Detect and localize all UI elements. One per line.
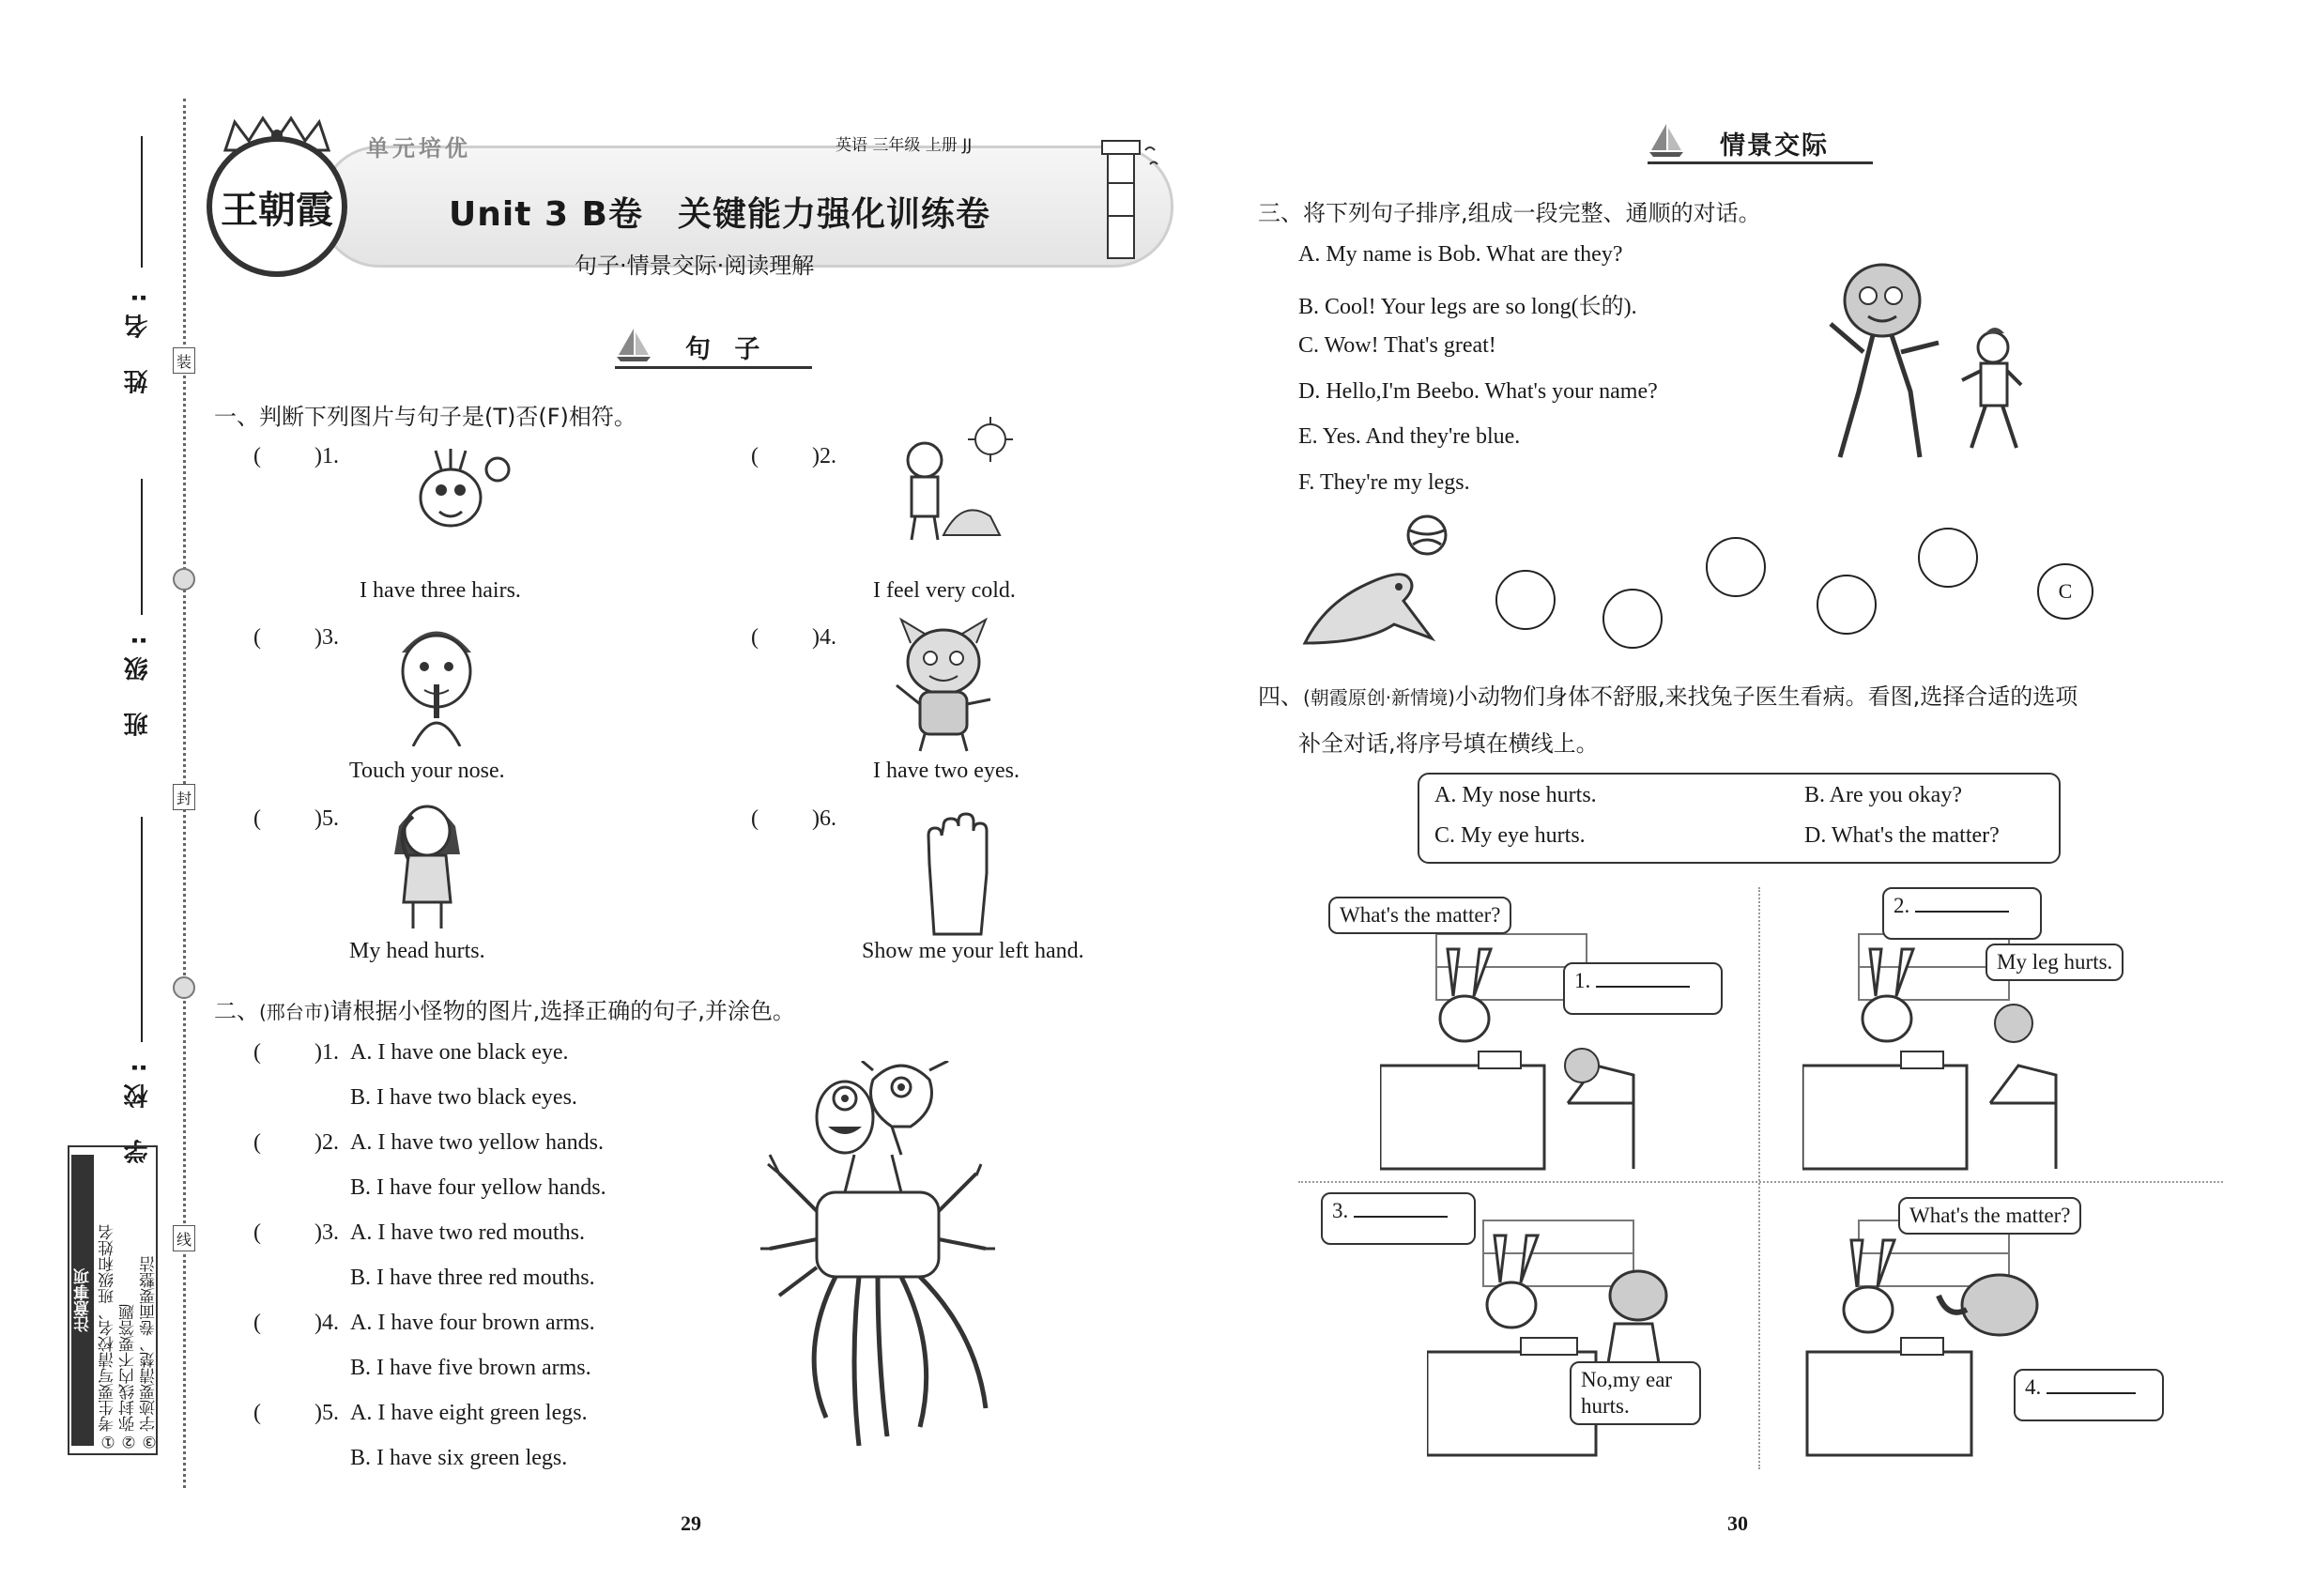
order-circle-4[interactable] — [1817, 575, 1877, 635]
q2-item-1-b[interactable]: B. I have two black eyes. — [350, 1085, 577, 1110]
q3-sentence-c: C. Wow! That's great! — [1298, 333, 1496, 358]
q3-sentence-a: A. My name is Bob. What are they? — [1298, 242, 1623, 267]
panel2-blank-num: 2. — [1894, 894, 1910, 917]
q4-option-d: D. What's the matter? — [1804, 823, 2000, 848]
left-page-number: 29 — [681, 1512, 701, 1535]
section-underline — [615, 366, 812, 369]
q2-answer-paren-2[interactable]: ( — [253, 1130, 261, 1155]
book-meta: 英语 三年级 上册 JJ — [836, 136, 973, 155]
q2-item-1-a[interactable]: A. I have one black eye. — [350, 1040, 569, 1065]
section-heading-sentences: 句 子 — [685, 335, 768, 364]
panel1-blank-num: 1. — [1574, 969, 1591, 992]
panel1-patient-bubble[interactable] — [1563, 962, 1723, 1015]
right-page-number: 30 — [1727, 1512, 1748, 1535]
sailboat-icon — [615, 327, 652, 362]
seal-char-zhuang: 装 — [173, 347, 195, 374]
q2-item-5-b[interactable]: B. I have six green legs. — [350, 1446, 568, 1470]
page-subtitle: 句子·情景交际·阅读理解 — [575, 253, 815, 279]
lighthouse-icon — [1080, 131, 1164, 263]
q2-prompt — [214, 992, 795, 1025]
q3-sentence-e: E. Yes. And they're blue. — [1298, 424, 1521, 449]
order-circle-5[interactable] — [1918, 528, 1978, 588]
q1-answer-paren-1[interactable]: ( — [253, 444, 261, 468]
q2-item-2-num: )2. — [314, 1130, 339, 1155]
panel-divider-horizontal — [1298, 1181, 2223, 1183]
q2-answer-paren-3[interactable]: ( — [253, 1220, 261, 1245]
q4-option-c: C. My eye hurts. — [1434, 823, 1586, 848]
panel4-doctor-bubble: What's the matter? — [1898, 1197, 2081, 1235]
q2-item-2-b[interactable]: B. I have four yellow hands. — [350, 1175, 606, 1200]
q4-prompt-text: 小动物们身体不舒服,来找兔子医生看病。看图,选择合适的选项 — [1454, 683, 2078, 710]
girl-head-hurts-picture — [385, 793, 469, 934]
q4-prompt — [1258, 678, 2078, 711]
q1-answer-paren-5[interactable]: ( — [253, 806, 261, 831]
school-field[interactable] — [141, 817, 143, 1042]
name-field[interactable] — [141, 136, 143, 268]
q3-sentence-f: F. They're my legs. — [1298, 470, 1470, 495]
section-heading-situation: 情景交际 — [1720, 131, 1829, 161]
q2-prompt-text: 请根据小怪物的图片,选择正确的句子,并涂色。 — [330, 998, 795, 1024]
q1-item-1-num: )1. — [314, 444, 339, 468]
q2-item-5-a[interactable]: A. I have eight green legs. — [350, 1401, 588, 1425]
panel4-patient-bubble[interactable] — [2014, 1369, 2164, 1421]
panel1-doctor-bubble: What's the matter? — [1328, 897, 1511, 934]
panel2-patient-bubble: My leg hurts. — [1986, 944, 2124, 981]
q2-item-3-num: )3. — [314, 1220, 339, 1245]
panel4-blank-num: 4. — [2025, 1375, 2042, 1399]
q3-sentence-b: B. Cool! Your legs are so long(长的). — [1298, 295, 1637, 319]
q2-item-2-a[interactable]: A. I have two yellow hands. — [350, 1130, 604, 1155]
q3-sentence-d: D. Hello,I'm Beebo. What's your name? — [1298, 379, 1658, 404]
q2-item-3-a[interactable]: A. I have two red mouths. — [350, 1220, 585, 1245]
q1-item-4-sentence: I have two eyes. — [873, 759, 1020, 783]
notice-title: 注意事项 — [71, 1155, 94, 1446]
school-label: 学 校: — [124, 1051, 152, 1164]
q2-answer-paren-4[interactable]: ( — [253, 1311, 261, 1335]
panel4-blank[interactable] — [2047, 1392, 2136, 1394]
q4-option-a: A. My nose hurts. — [1434, 783, 1597, 807]
seal-char-xian: 线 — [173, 1225, 195, 1251]
left-hand-picture — [915, 807, 1000, 939]
q2-answer-paren-5[interactable]: ( — [253, 1401, 261, 1425]
q3-prompt: 三、将下列句子排序,组成一段完整、通顺的对话。 — [1258, 200, 1761, 226]
q1-item-6-sentence: Show me your left hand. — [862, 939, 1084, 963]
q1-item-1-sentence: I have three hairs. — [360, 578, 521, 603]
notice-box — [68, 1145, 158, 1455]
order-circle-2[interactable] — [1602, 589, 1663, 649]
notice-1: ①考生要写清校名、班级和姓名 — [99, 1224, 117, 1450]
clinic-scene-4 — [1802, 1211, 2075, 1460]
q1-item-3-sentence: Touch your nose. — [349, 759, 505, 783]
q2-answer-paren-1[interactable]: ( — [253, 1040, 261, 1065]
panel1-blank[interactable] — [1596, 986, 1690, 988]
order-circle-6[interactable]: C — [2037, 563, 2093, 620]
q1-item-2-num: )2. — [812, 444, 836, 468]
q1-answer-paren-2[interactable]: ( — [751, 444, 759, 468]
q1-answer-paren-3[interactable]: ( — [253, 625, 261, 650]
q4-option-b: B. Are you okay? — [1804, 783, 1962, 807]
q1-item-4-num: )4. — [812, 625, 836, 650]
beebo-and-bob-picture — [1826, 258, 2037, 469]
q4-prompt-source: (朝霞原创·新情境) — [1303, 686, 1455, 709]
q1-item-2-sentence: I feel very cold. — [873, 578, 1016, 603]
panel-divider-vertical — [1758, 887, 1760, 1469]
seal-circle-1 — [173, 568, 195, 591]
page-title: Unit 3 B卷 关键能力强化训练卷 — [449, 195, 990, 234]
panel2-doctor-bubble[interactable] — [1882, 887, 2042, 940]
order-circle-3[interactable] — [1706, 537, 1766, 597]
three-headed-monster-picture — [760, 1061, 1014, 1483]
q4-prompt-line2: 补全对话,将序号填在横线上。 — [1298, 730, 1599, 757]
q2-item-4-b[interactable]: B. I have five brown arms. — [350, 1356, 591, 1380]
seal-circle-2 — [173, 976, 195, 999]
brand-logo-text: 王朝霞 — [221, 187, 333, 232]
q1-item-3-num: )3. — [314, 625, 339, 650]
series-label: 单元培优 — [366, 135, 471, 161]
seal-char-feng: 封 — [173, 784, 195, 810]
class-field[interactable] — [141, 479, 143, 615]
q2-item-5-num: )5. — [314, 1401, 339, 1425]
q1-item-6-num: )6. — [812, 806, 836, 831]
q2-item-3-b[interactable]: B. I have three red mouths. — [350, 1266, 595, 1290]
sailboat-icon-right — [1648, 122, 1685, 158]
q2-item-4-num: )4. — [314, 1311, 339, 1335]
panel3-doctor-bubble[interactable] — [1321, 1192, 1476, 1245]
monster-two-eyes-picture — [887, 615, 1000, 756]
q1-prompt: 一、判断下列图片与句子是(T)否(F)相符。 — [214, 404, 636, 430]
brand-logo — [207, 136, 347, 277]
monster-hairs-picture — [404, 441, 516, 545]
q2-item-4-a[interactable]: A. I have four brown arms. — [350, 1311, 595, 1335]
panel3-patient-bubble: No,my ear hurts. — [1570, 1361, 1701, 1425]
notice-2: ②弥封线内不要答题 — [119, 1304, 138, 1450]
panel3-blank[interactable] — [1354, 1216, 1448, 1218]
q1-item-5-sentence: My head hurts. — [349, 939, 485, 963]
boy-touching-nose-picture — [385, 615, 488, 746]
section-underline-right — [1648, 161, 1873, 164]
q2-item-1-num: )1. — [314, 1040, 339, 1065]
q1-item-5-num: )5. — [314, 806, 339, 831]
class-label: 班 级: — [124, 624, 152, 737]
q4-prompt-prefix: 四、 — [1258, 683, 1303, 710]
notice-3: ③字迹要清楚、卷面要整洁 — [140, 1256, 159, 1450]
name-label: 姓 名: — [124, 282, 152, 394]
q2-prompt-source: (邢台市) — [259, 1001, 330, 1023]
panel2-blank[interactable] — [1915, 911, 2009, 913]
boy-sun-picture — [887, 413, 1019, 545]
panel3-blank-num: 3. — [1332, 1199, 1349, 1222]
q1-answer-paren-4[interactable]: ( — [751, 625, 759, 650]
order-circle-1[interactable] — [1495, 570, 1556, 630]
seal-with-ball-picture — [1296, 512, 1455, 652]
q2-prompt-prefix: 二、 — [214, 998, 259, 1024]
q1-answer-paren-6[interactable]: ( — [751, 806, 759, 831]
